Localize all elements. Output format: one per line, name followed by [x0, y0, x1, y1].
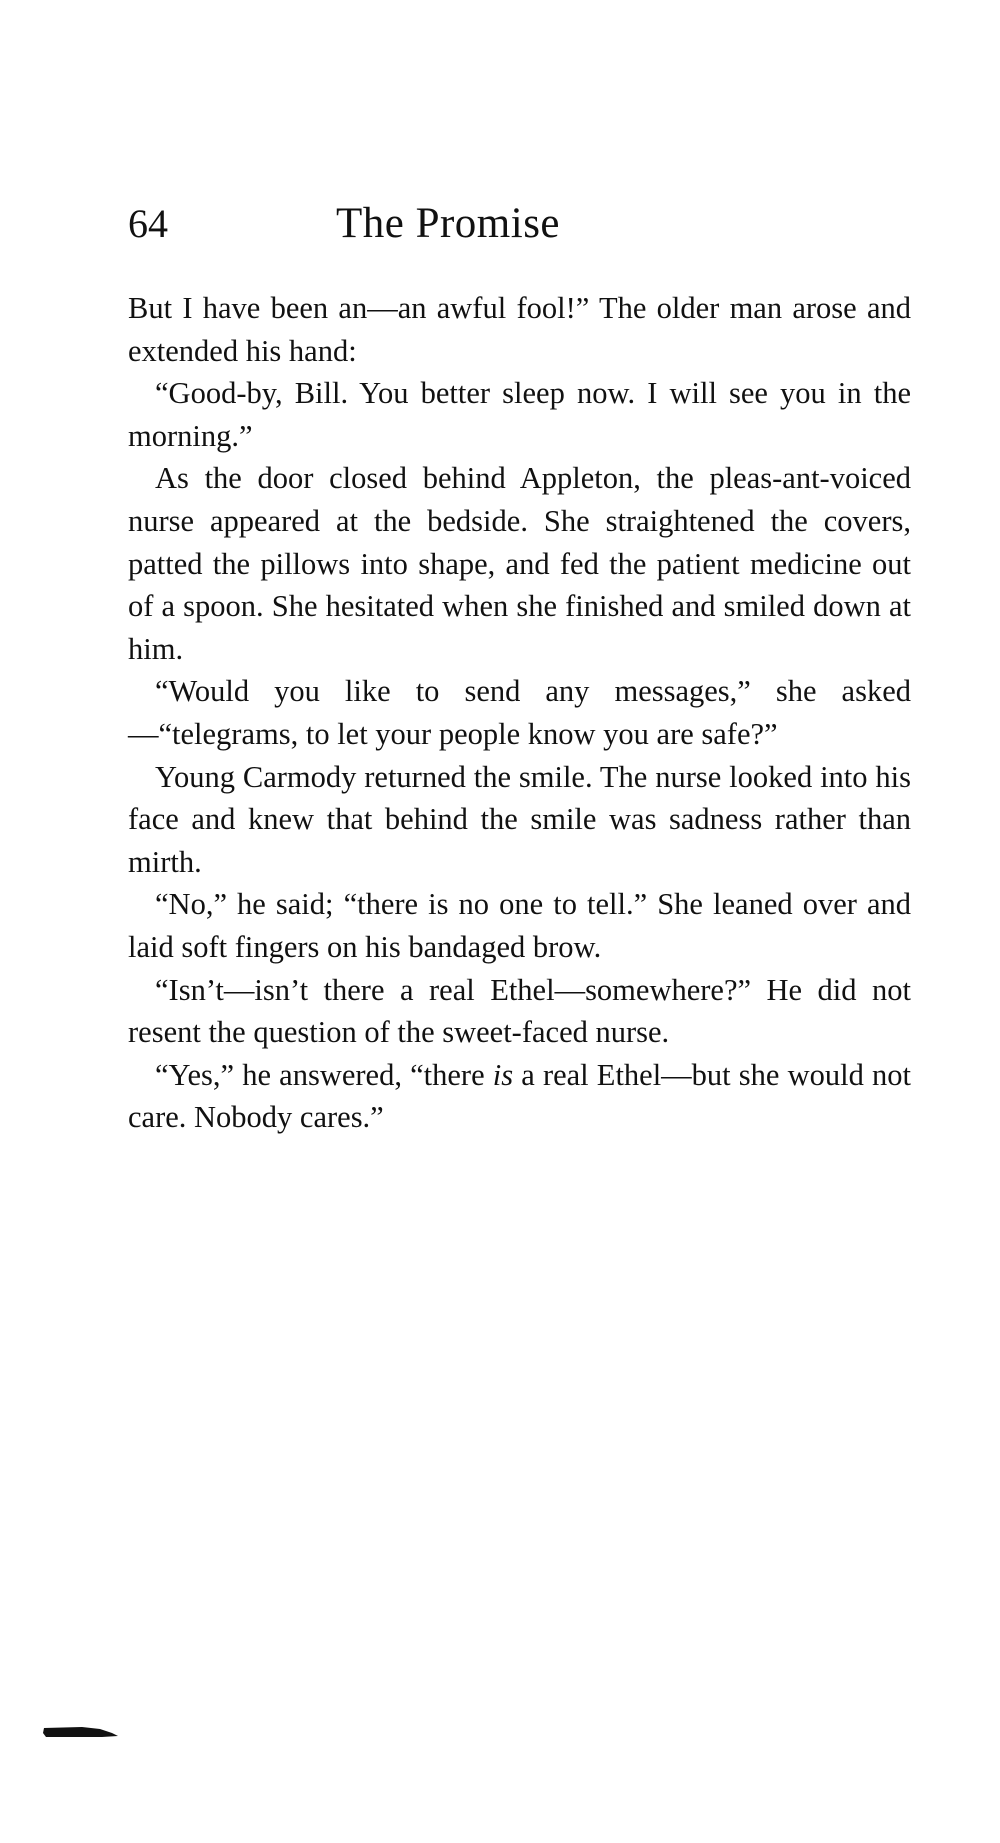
ink-smudge-mark: [42, 1723, 120, 1739]
paragraph-4: “Would you like to send any messages,” she asked—“telegrams, to let your people know you are safe?”: [128, 674, 911, 751]
paragraph-8-emphasis: is: [492, 1057, 514, 1092]
paragraph-8-before: “Yes,” he answered, “there: [155, 1057, 493, 1092]
paragraph-7: “Isn’t—isn’t there a real Ethel—somewhere?” He did not resent the question of the sweet-faced nurse.: [128, 972, 911, 1050]
paragraph-2: “Good-by, Bill. You better sleep now. I will see you in the morning.”: [128, 376, 911, 453]
paragraph-3: As the door closed behind Appleton, the pleas-ant-voiced nurse appeared at the bedside. She straightened the covers, patted the pillows into shape, and fed the patient medicine out of a spoon. She hesitated when she finished and smiled down at him.: [128, 461, 911, 666]
paragraph-5: Young Carmody returned the smile. The nurse looked into his face and knew that behind the smile was sadness rather than mirth.: [128, 759, 911, 879]
body-text: [128, 287, 911, 1139]
paragraph-1: But I have been an—an awful fool!” The older man arose and extended his hand:: [128, 291, 911, 368]
paragraph-8-after: a real Ethel—but she would not care. Nobody cares.”: [128, 1057, 911, 1135]
paragraph-6: “No,” he said; “there is no one to tell.” She leaned over and laid soft fingers on his bandaged brow.: [128, 887, 911, 964]
running-head: [128, 196, 908, 252]
paragraph-8: [128, 1054, 911, 1139]
running-title: The Promise: [335, 200, 561, 247]
page-number: 64: [128, 201, 168, 246]
